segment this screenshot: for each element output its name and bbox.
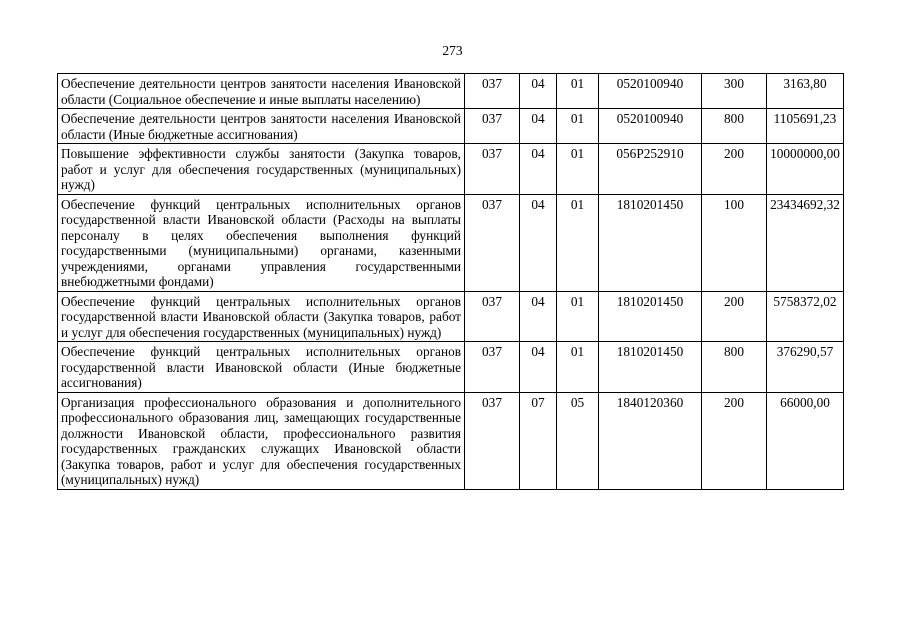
row-ministry-code: 037: [465, 74, 520, 109]
row-amount: 66000,00: [767, 392, 844, 489]
row-expense-type: 200: [702, 392, 767, 489]
row-description: Организация профессионального образования и дополнительного профессионального образования лиц, замещающих государственные должности Ивановской области, профессионального развития государственных гражданских служащих Ивановской области (Закупка товаров, работ и услуг для обеспечения государственных (муниципальных) нужд): [58, 392, 465, 489]
row-target-article: 1810201450: [599, 194, 702, 291]
row-description: Обеспечение функций центральных исполнительных органов государственной власти Ивановской области (Расходы на выплаты персоналу в целях обеспечения выполнения функций государственными (муниципальными) органами, казенными учреждениями, органами управления государственными внебюджетными фондами): [58, 194, 465, 291]
row-section-code: 07: [520, 392, 557, 489]
table-row: [58, 109, 844, 144]
budget-table: [57, 73, 844, 490]
row-ministry-code: 037: [465, 392, 520, 489]
row-expense-type: 100: [702, 194, 767, 291]
row-subsection-code: 01: [557, 291, 599, 342]
row-section-code: 04: [520, 342, 557, 393]
row-target-article: 056P252910: [599, 144, 702, 195]
row-ministry-code: 037: [465, 109, 520, 144]
page-number: 273: [442, 43, 463, 58]
row-subsection-code: 05: [557, 392, 599, 489]
row-amount: 376290,57: [767, 342, 844, 393]
row-target-article: 1810201450: [599, 342, 702, 393]
row-expense-type: 300: [702, 74, 767, 109]
row-expense-type: 800: [702, 109, 767, 144]
row-amount: 3163,80: [767, 74, 844, 109]
row-amount: 5758372,02: [767, 291, 844, 342]
row-description: Повышение эффективности службы занятости (Закупка товаров, работ и услуг для обеспечения государственных (муниципальных) нужд): [58, 144, 465, 195]
row-subsection-code: 01: [557, 144, 599, 195]
row-target-article: 0520100940: [599, 109, 702, 144]
table-row: [58, 194, 844, 291]
row-ministry-code: 037: [465, 144, 520, 195]
row-target-article: 1840120360: [599, 392, 702, 489]
table-body: [58, 74, 844, 490]
row-ministry-code: 037: [465, 342, 520, 393]
table-row: [58, 74, 844, 109]
table-row: [58, 291, 844, 342]
row-expense-type: 200: [702, 291, 767, 342]
row-amount: 1105691,23: [767, 109, 844, 144]
row-description: Обеспечение деятельности центров занятости населения Ивановской области (Иные бюджетные ассигнования): [58, 109, 465, 144]
row-subsection-code: 01: [557, 74, 599, 109]
row-section-code: 04: [520, 291, 557, 342]
row-amount: 10000000,00: [767, 144, 844, 195]
table-row: [58, 392, 844, 489]
row-expense-type: 200: [702, 144, 767, 195]
row-expense-type: 800: [702, 342, 767, 393]
row-description: Обеспечение функций центральных исполнительных органов государственной власти Ивановской области (Закупка товаров, работ и услуг для обеспечения государственных (муниципальных) нужд): [58, 291, 465, 342]
row-section-code: 04: [520, 109, 557, 144]
row-target-article: 0520100940: [599, 74, 702, 109]
row-section-code: 04: [520, 194, 557, 291]
table-row: [58, 342, 844, 393]
row-section-code: 04: [520, 144, 557, 195]
row-section-code: 04: [520, 74, 557, 109]
row-subsection-code: 01: [557, 109, 599, 144]
row-ministry-code: 037: [465, 291, 520, 342]
row-description: Обеспечение деятельности центров занятости населения Ивановской области (Социальное обеспечение и иные выплаты населению): [58, 74, 465, 109]
row-amount: 23434692,32: [767, 194, 844, 291]
table-row: [58, 144, 844, 195]
row-ministry-code: 037: [465, 194, 520, 291]
row-target-article: 1810201450: [599, 291, 702, 342]
row-subsection-code: 01: [557, 194, 599, 291]
row-subsection-code: 01: [557, 342, 599, 393]
row-description: Обеспечение функций центральных исполнительных органов государственной власти Ивановской области (Иные бюджетные ассигнования): [58, 342, 465, 393]
